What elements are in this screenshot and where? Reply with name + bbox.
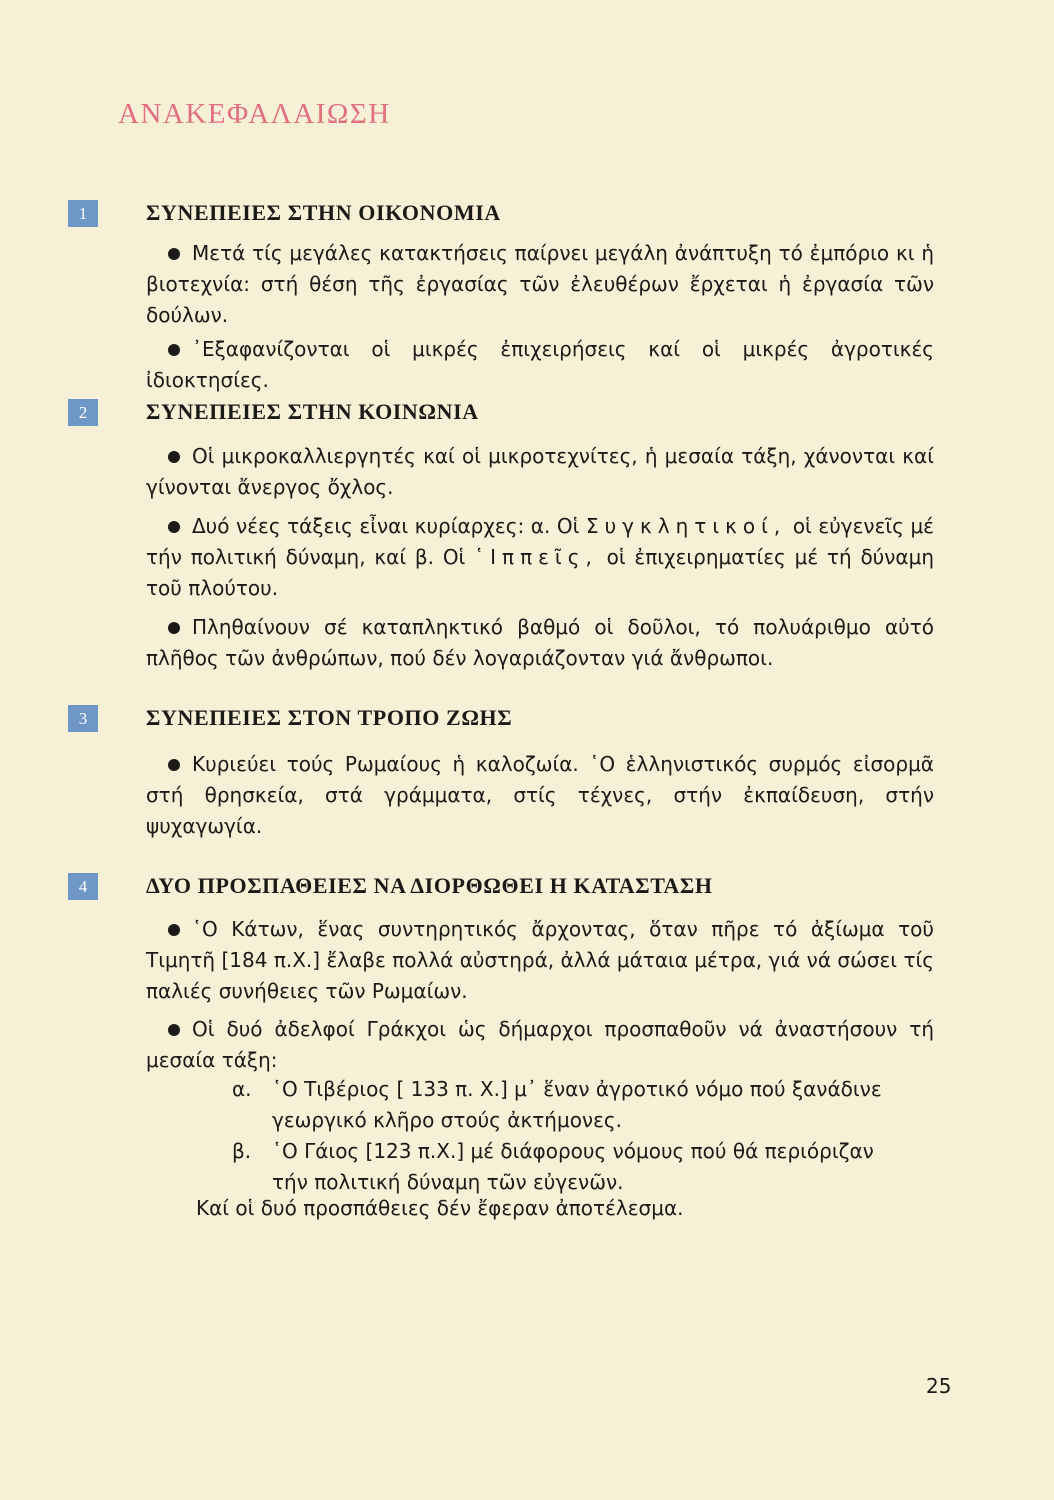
paragraph: Πληθαίνουν σέ καταπληκτικό βαθμό οἱ δοῦλοι, τό πολυάριθμο αὐτό πλῆθος τῶν ἀνθρώπων, πού δέν λογαριάζονταν γιά ἄνθρωποι. [146, 615, 934, 670]
page-number: 25 [926, 1374, 952, 1398]
bullet-icon [168, 924, 180, 936]
bullet-icon [168, 344, 180, 356]
section-heading: ΣΥΝΕΠΕΙΕΣ ΣΤΗΝ ΟΙΚΟΝΟΜΙΑ [146, 200, 501, 225]
bullet-icon [168, 451, 180, 463]
closing-line: Καί οἱ δυό προσπάθειες δέν ἔφεραν ἀποτέλεσμα. [196, 1196, 684, 1220]
sub-item: β. ῾Ο Γάιος [123 π.Χ.] μέ διάφορους νόμους πού θά περιόριζαν τήν πολιτική δύναμη τῶν εὐγενῶν. [232, 1139, 874, 1194]
paragraph: Δυό νέες τάξεις εἶναι κυρίαρχες: α. Οἱ Συγκλητικοί, οἱ εὐγενεῖς μέ τήν πολιτική δύναμη, καί β. Οἱ ῾Ιππεῖς, οἱ ἐπιχειρηματίες μέ τή δύναμη τοῦ πλούτου. [146, 514, 935, 600]
bullet-icon [168, 759, 180, 771]
paragraph: Μετά τίς μεγάλες κατακτήσεις παίρνει μεγάλη ἀνάπτυξη τό ἐμπόριο κι ἡ βιοτεχνία: στή θέση τῆς ἐργασίας τῶν ἐλευθέρων ἔρχεται ἡ ἐργασία τῶν δούλων. [146, 241, 934, 327]
section-heading: ΣΥΝΕΠΕΙΕΣ ΣΤΟΝ ΤΡΟΠΟ ΖΩΗΣ [146, 705, 513, 730]
section-number-badge: 2 [68, 399, 98, 426]
paragraph: Οἱ δυό ἀδελφοί Γράκχοι ὡς δήμαρχοι προσπαθοῦν νά ἀναστήσουν τή μεσαία τάξη: [146, 1017, 934, 1072]
term-ippeis: ῾Ιππεῖς, [474, 545, 598, 569]
sub-item: α. ῾Ο Τιβέριος [ 133 π. Χ.] μ᾿ ἕναν ἀγροτικό νόμο πού ξανάδινε γεωργικό κλῆρο στούς ἀκτήμονες. [232, 1077, 882, 1132]
bullet-icon [168, 622, 180, 634]
bullet-icon [168, 248, 180, 260]
paragraph: Οἱ μικροκαλλιεργητές καί οἱ μικροτεχνίτες, ἡ μεσαία τάξη, χάνονται καί γίνονται ἄνεργος ὄχλος. [146, 444, 934, 499]
bullet-icon [168, 521, 180, 533]
bullet-icon [168, 1024, 180, 1036]
section-heading: ΣΥΝΕΠΕΙΕΣ ΣΤΗΝ ΚΟΙΝΩΝΙΑ [146, 399, 479, 424]
section-heading: ΔΥΟ ΠΡΟΣΠΑΘΕΙΕΣ ΝΑ ΔΙΟΡΘΩΘΕΙ Η ΚΑΤΑΣΤΑΣΗ [146, 873, 713, 898]
paragraph: ᾿Εξαφανίζονται οἱ μικρές ἐπιχειρήσεις καί οἱ μικρές ἀγροτικές ἰδιοκτησίες. [146, 337, 934, 392]
paragraph: Κυριεύει τούς Ρωμαίους ἡ καλοζωία. ῾Ο ἑλληνιστικός συρμός εἰσορμᾶ στή θρησκεία, στά γράμματα, στίς τέχνες, στήν ἐκπαίδευση, στήν ψυχαγωγία. [146, 752, 934, 838]
section-number-badge: 1 [68, 200, 98, 227]
paragraph: ῾Ο Κάτων, ἕνας συντηρητικός ἄρχοντας, ὅταν πῆρε τό ἀξίωμα τοῦ Τιμητῆ [184 π.Χ.] ἔλαβε πολλά αὐστηρά, ἀλλά μάταια μέτρα, γιά νά σώσει τίς παλιές συνήθειες τῶν Ρωμαίων. [146, 917, 934, 1003]
section-number-badge: 4 [68, 873, 98, 900]
section-number-badge: 3 [68, 705, 98, 732]
term-synkletikoi: Συγκλητικοί, [585, 514, 787, 538]
page-title: ΑΝΑΚΕΦΑΛΑΙΩΣΗ [118, 98, 391, 130]
